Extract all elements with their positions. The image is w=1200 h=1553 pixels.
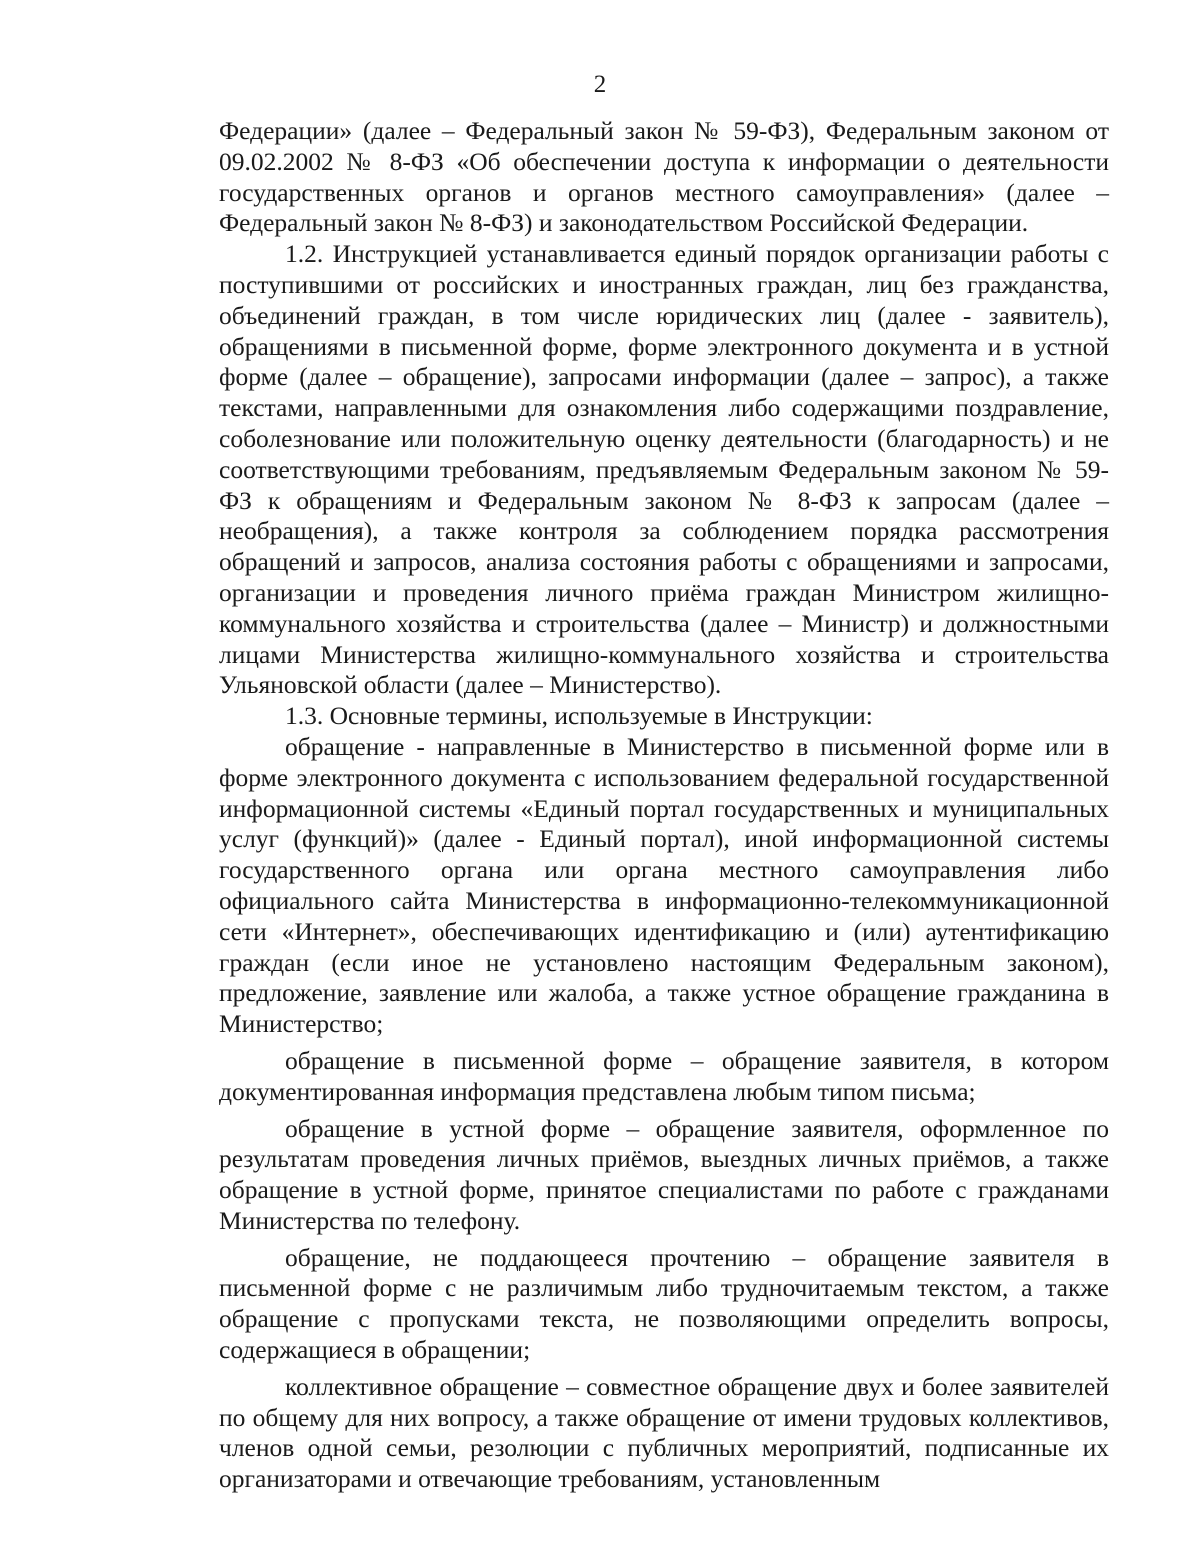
paragraph-term-collective-appeal: коллективное обращение – совместное обращение двух и более заявителей по общему для них вопросу, а также обращение от имени трудовых коллективов, членов одной семьи, резолюции с публичных мероприятий, подписанные их организаторами и отвечающие требованиям, установленным (219, 1371, 1109, 1494)
paragraph-term-written-appeal: обращение в письменной форме – обращение заявителя, в котором документированная информация представлена любым типом письма; (219, 1045, 1109, 1106)
document-body (219, 116, 1109, 1495)
paragraph-1-3: 1.3. Основные термины, используемые в Инструкции: (285, 701, 873, 731)
paragraph-term-unreadable-appeal: обращение, не поддающееся прочтению – обращение заявителя в письменной форме с не различимым либо трудночитаемым текстом, а также обращение с пропусками текста, не позволяющими определить вопросы, содержащиеся в обращении; (219, 1242, 1109, 1365)
paragraph-1-2: 1.2. Инструкцией устанавливается единый порядок организации работы с поступившими от российских и иностранных граждан, лиц без гражданства, объединений граждан, в том числе юридических лиц (далее - заявитель), обращениями в письменной форме, форме электронного документа и в устной форме (далее – обращение), запросами информации (далее – запрос), а также текстами, направленными для ознакомления либо содержащими поздравление, соболезнование или положительную оценку деятельности (благодарность) и не соответствующими требованиям, предъявляемым Федеральным законом № 59-ФЗ к обращениям и Федеральным законом № 8-ФЗ к запросам (далее – необращения), а также контроля за соблюдением порядка рассмотрения обращений и запросов, анализа состояния работы с обращениями и запросами, организации и проведения личного приёма граждан Министром жилищно-коммунального хозяйства и строительства (далее – Министр) и должностными лицами Министерства жилищно-коммунального хозяйства и строительства Ульяновской области (далее – Министерство). (219, 239, 1109, 700)
page-number: 2 (593, 71, 607, 98)
paragraph-continuation: Федерации» (далее – Федеральный закон № 59-ФЗ), Федеральным законом от 09.02.2002 № 8-ФЗ «Об обеспечении доступа к информации о деятельности государственных органов и органов местного самоуправления» (далее – Федеральный закон № 8-ФЗ) и законодательством Российской Федерации. (219, 116, 1109, 238)
paragraph-term-appeal: обращение - направленные в Министерство в письменной форме или в форме электронного документа с использованием федеральной государственной информационной системы «Единый портал государственных и муниципальных услуг (функций)» (далее - Единый портал), иной информационной системы государственного органа или органа местного самоуправления либо официального сайта Министерства в информационно-телекоммуникационной сети «Интернет», обеспечивающих идентификацию и (или) аутентификацию граждан (если иное не установлено настоящим Федеральным законом), предложение, заявление или жалоба, а также устное обращение гражданина в Министерство; (219, 731, 1109, 1039)
paragraph-term-oral-appeal: обращение в устной форме – обращение заявителя, оформленное по результатам проведения личных приёмов, выездных личных приёмов, а также обращение в устной форме, принятое специалистами по работе с гражданами Министерства по телефону. (219, 1113, 1109, 1235)
